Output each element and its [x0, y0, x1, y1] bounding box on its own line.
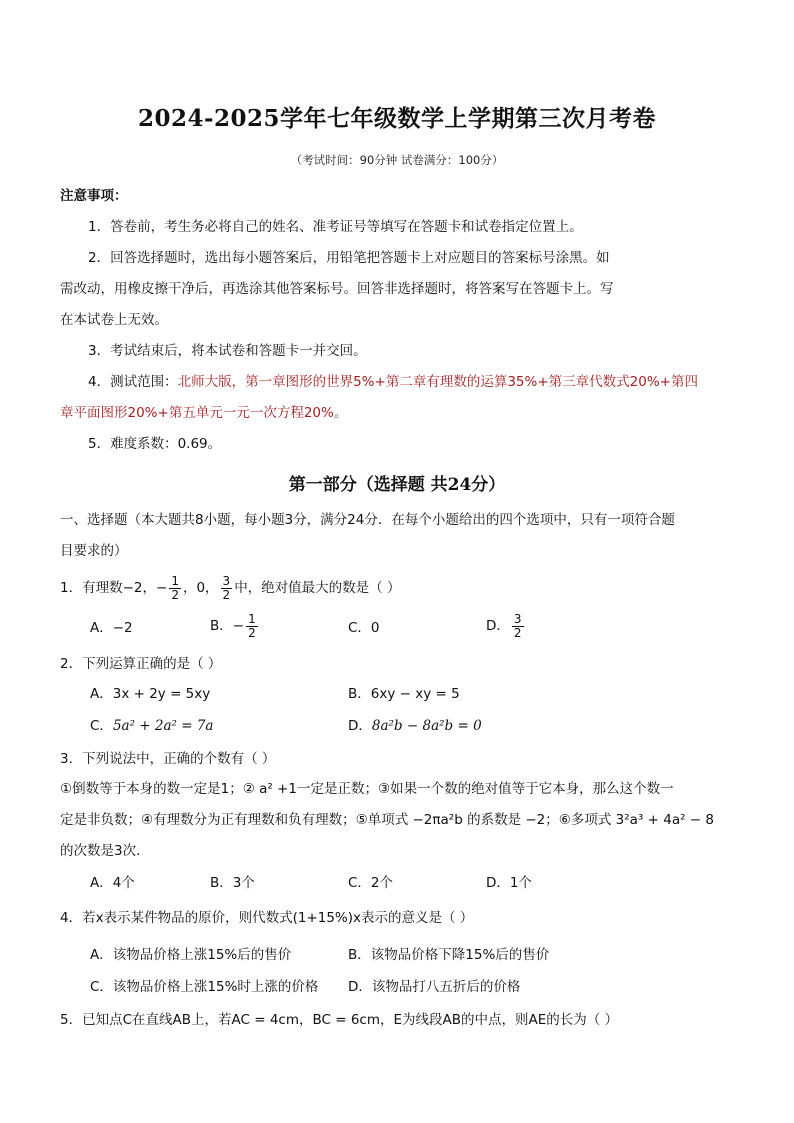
question-4-stem: 4．若x表示某件物品的原价，则代数式(1+15%)x表示的意义是（ ） — [60, 910, 474, 926]
exam-title: 2024-2025学年七年级数学上学期第三次月考卷 — [137, 105, 657, 132]
q3-line-3: 的次数是3次． — [60, 843, 150, 859]
question-1-stem — [60, 574, 400, 602]
q1-frac1-den: 2 — [171, 587, 179, 602]
notice-heading: 注意事项： — [60, 188, 128, 204]
q1-optb-fraction — [246, 613, 258, 640]
q1-fraction-2 — [221, 575, 233, 602]
section-intro-a: 一、选择题（本大题共8小题，每小题3分，满分24分．在每个小题给出的四个选项中，只有一项符合题 — [60, 512, 675, 528]
q1-optd-num: 3 — [513, 611, 522, 626]
q1-optd-den: 2 — [513, 625, 522, 640]
q1-optb-prefix: B．− — [210, 618, 245, 634]
q3-option-a: A．4个 — [90, 875, 135, 891]
notice-item-2c: 在本试卷上无效。 — [60, 312, 168, 328]
question-3-stem: 3．下列说法中，正确的个数有（ ） — [60, 751, 276, 767]
q2-option-c — [90, 716, 213, 736]
q3-line-1: ①倒数等于本身的数一定是1；② a² +1一定是正数；③如果一个数的绝对值等于它本身，那么这个数一 — [60, 781, 674, 797]
q3-option-d: D．1个 — [486, 875, 532, 891]
q1-frac1-num: 1 — [171, 573, 179, 588]
q2-option-a: A．3x + 2y = 5xy — [90, 686, 211, 702]
q1-option-a: A．−2 — [90, 620, 133, 636]
exam-subtitle: （考试时间：90分钟 试卷满分：100分） — [290, 153, 504, 167]
q4-option-c: C．该物品价格上涨15%时上涨的价格 — [90, 979, 319, 995]
notice-item-4b: 章平面图形20%+第五单元一元一次方程20%。 — [60, 405, 348, 421]
q1-optd-prefix: D． — [486, 618, 510, 634]
q4-option-b: B．该物品价格下降15%后的售价 — [348, 947, 550, 963]
q2-optc-label: C． — [90, 718, 113, 734]
section-intro-b: 目要求的） — [60, 543, 128, 559]
q2-option-b: B．6xy − xy = 5 — [348, 686, 460, 702]
notice-item-2a: 2．回答选择题时，选出每小题答案后，用铅笔把答题卡上对应题目的答案标号涂黑。如 — [88, 250, 610, 266]
q1-optb-den: 2 — [248, 625, 256, 640]
q2-optd-expr: 8a²b − 8a²b = 0 — [371, 718, 482, 734]
q1-frac2-den: 2 — [222, 587, 231, 602]
notice-item-4a — [88, 372, 698, 392]
notice-item-4-prefix: 4．测试范围： — [88, 374, 178, 390]
notice-item-5: 5．难度系数：0.69。 — [88, 436, 222, 452]
notice-item-2b: 需改动，用橡皮擦干净后，再选涂其他答案标号。回答非选择题时，将答案写在答题卡上。写 — [60, 281, 614, 297]
notice-item-3: 3．考试结束后，将本试卷和答题卡一并交回。 — [88, 343, 367, 359]
q2-optd-label: D． — [348, 718, 372, 734]
q1-suffix: 中，绝对值最大的数是（ ） — [234, 580, 401, 596]
q1-option-c: C．0 — [348, 620, 380, 636]
question-2-stem: 2．下列运算正确的是（ ） — [60, 656, 222, 672]
section-title: 第一部分（选择题 共24分） — [288, 475, 506, 495]
q2-optc-expr: 5a² + 2a² = 7a — [112, 718, 214, 734]
q1-frac2-num: 3 — [222, 573, 231, 588]
q1-option-d — [486, 612, 526, 640]
q4-option-d: D．该物品打八五折后的价格 — [348, 979, 521, 995]
q1-optd-fraction — [512, 613, 524, 640]
q3-option-c: C．2个 — [348, 875, 394, 891]
q1-prefix: 1．有理数−2，− — [60, 580, 168, 596]
q1-mid: ，0， — [182, 580, 219, 596]
q3-line-2: 定是非负数；④有理数分为正有理数和负有理数；⑤单项式 −2πa²b 的系数是 −2；⑥多项式 3²a³ + 4a² − 8 — [60, 812, 714, 828]
q3-option-b: B．3个 — [210, 875, 255, 891]
notice-item-1: 1．答卷前，考生务必将自己的姓名、准考证号等填写在答题卡和试卷指定位置上。 — [88, 219, 583, 235]
q1-optb-num: 1 — [248, 611, 256, 626]
q2-option-d — [348, 716, 482, 736]
q1-fraction-1 — [169, 575, 181, 602]
notice-item-4-scope: 北师大版，第一章图形的世界5%+第二章有理数的运算35%+第三章代数式20%+第四 — [177, 374, 698, 390]
q1-option-b — [210, 612, 260, 640]
q4-option-a: A．该物品价格上涨15%后的售价 — [90, 947, 292, 963]
question-5-stem: 5．已知点C在直线AB上，若AC = 4cm，BC = 6cm，E为线段AB的中点，则AE的长为（ ） — [60, 1012, 619, 1028]
